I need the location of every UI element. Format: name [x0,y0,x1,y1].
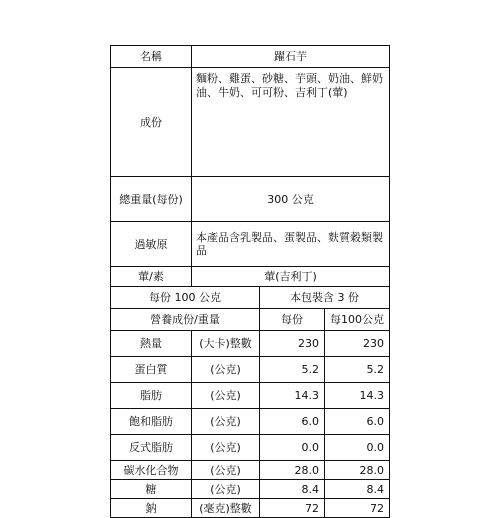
ingredients-value: 麵粉、雞蛋、砂糖、芋頭、奶油、鮮奶油、牛奶、可可粉、吉利丁(葷) [192,68,390,177]
nutrient-name: 飽和脂肪 [110,409,192,435]
per-serving-value: 8.4 [260,480,325,499]
nutrient-name: 糖 [110,480,192,499]
nutrient-unit: (公克) [192,409,260,435]
total-weight-header: 總重量(每份) [110,177,192,222]
nutrient-name: 鈉 [110,499,192,518]
serving-size: 每份 100 公克 [110,287,260,309]
servings-per-package: 本包裝含 3 份 [260,287,390,309]
per-100g-value: 6.0 [325,409,390,435]
nutrient-name: 碳水化合物 [110,461,192,480]
per-serving-value: 72 [260,499,325,518]
nutrient-name: 蛋白質 [110,357,192,383]
nutrition-label-table [110,45,390,518]
per-serving-value: 0.0 [260,435,325,461]
ingredients-header: 成份 [110,68,192,177]
nutrient-unit: (毫克)整數 [192,499,260,518]
nutrient-unit-header: 營養成份/重量 [110,309,260,331]
per-serving-value: 28.0 [260,461,325,480]
nutrient-name: 熱量 [110,331,192,357]
per-serving-value: 230 [260,331,325,357]
per-100g-value: 28.0 [325,461,390,480]
diet-value: 葷(吉利丁) [192,267,390,287]
nutrient-unit: (公克) [192,461,260,480]
per-100g-value: 8.4 [325,480,390,499]
nutrient-name: 反式脂肪 [110,435,192,461]
nutrient-unit: (公克) [192,383,260,409]
nutrient-name: 脂肪 [110,383,192,409]
nutrient-unit: (公克) [192,435,260,461]
diet-header: 葷/素 [110,267,192,287]
per-100g-value: 5.2 [325,357,390,383]
product-name: 躍石芋 [192,45,390,68]
name-header: 名稱 [110,45,192,68]
nutrient-unit: (公克) [192,480,260,499]
per-100g-value: 14.3 [325,383,390,409]
nutrient-unit: (公克) [192,357,260,383]
per-serving-value: 14.3 [260,383,325,409]
nutrient-unit: (大卡)整數 [192,331,260,357]
per-100g-value: 0.0 [325,435,390,461]
per-serving-header: 每份 [260,309,325,331]
per-100g-header: 每100公克 [325,309,390,331]
allergen-header: 過敏原 [110,222,192,267]
per-100g-value: 230 [325,331,390,357]
per-serving-value: 6.0 [260,409,325,435]
allergen-value: 本產品含乳製品、蛋製品、麩質穀類製品 [192,222,390,267]
per-serving-value: 5.2 [260,357,325,383]
per-100g-value: 72 [325,499,390,518]
total-weight-value: 300 公克 [192,177,390,222]
